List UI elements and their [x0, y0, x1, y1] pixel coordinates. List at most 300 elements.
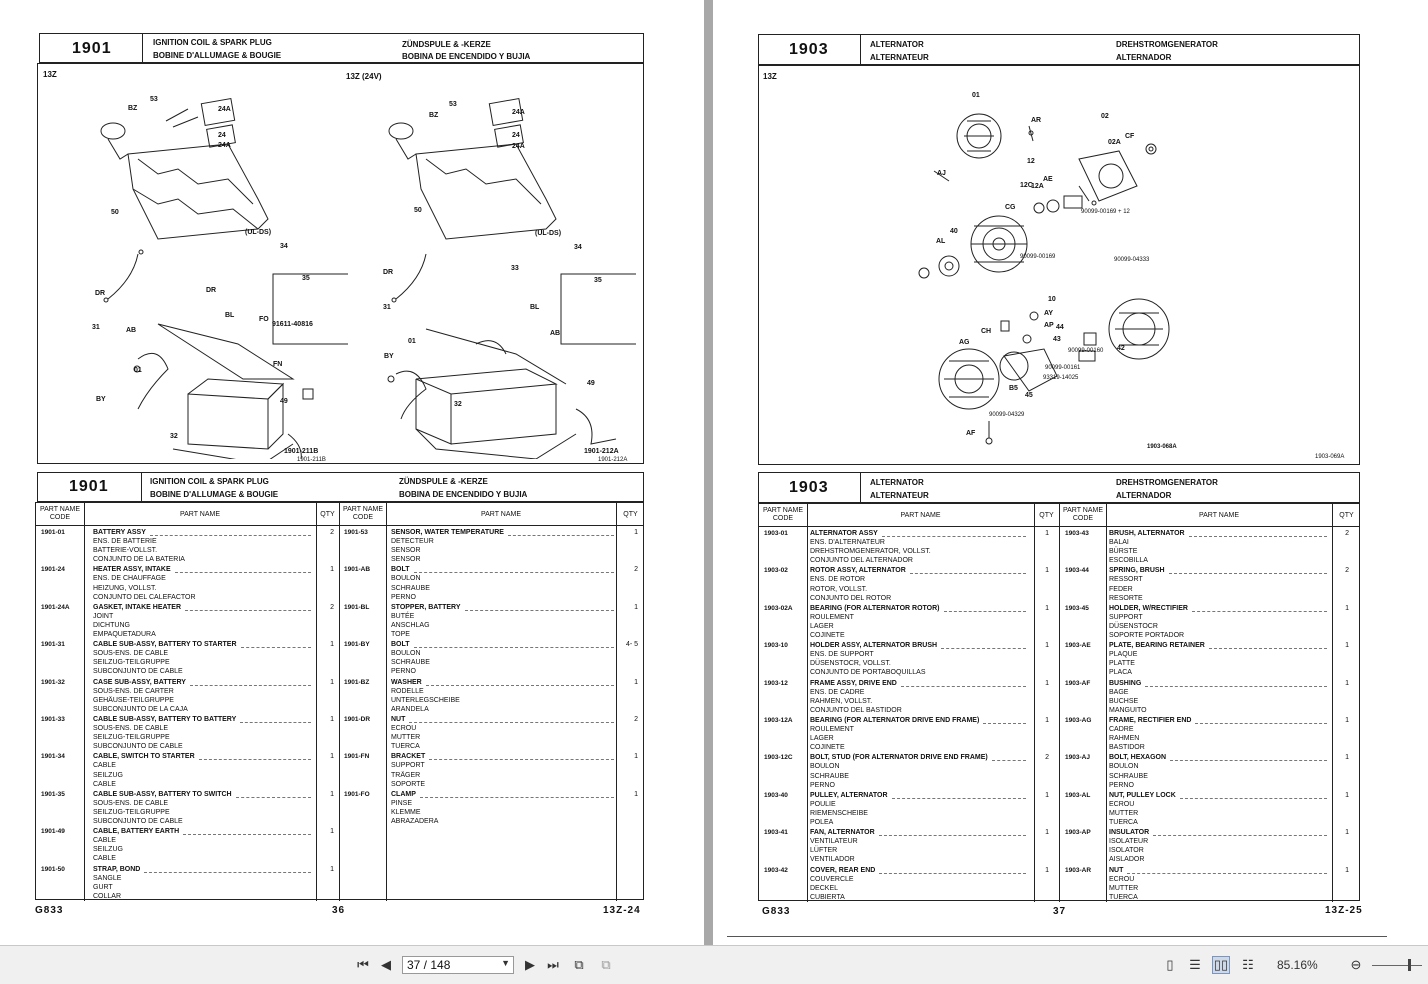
part-translation: BOULON	[391, 575, 421, 583]
callout: 90099-00169	[1020, 254, 1056, 260]
part-translation: RODELLE	[391, 687, 424, 695]
section-number: 1901	[72, 40, 112, 57]
part-translation: BAGE	[1109, 688, 1129, 696]
part-translation: ISOLATEUR	[1109, 838, 1149, 846]
callout: DR	[383, 269, 394, 276]
figure-frame	[37, 63, 644, 464]
callout: AB	[126, 327, 137, 334]
leader-line	[944, 611, 1027, 612]
part-code: 1903-42	[764, 866, 788, 874]
leader-line	[983, 723, 1026, 724]
leader-line	[236, 797, 311, 798]
callout: DR	[206, 287, 217, 294]
part-code: 1903-43	[1065, 530, 1089, 537]
figure-frame	[758, 65, 1360, 465]
callout: 01	[972, 92, 980, 99]
part-translation: DÜSENSTOCR, VOLLST.	[810, 660, 891, 668]
part-translation: SUBCONJUNTO DE CABLE	[93, 743, 183, 751]
part-code: 1903-AR	[1065, 866, 1092, 874]
part-translation: LAGER	[810, 735, 834, 743]
callout: CF	[1125, 133, 1135, 140]
part-entry	[344, 753, 644, 790]
part-entry	[41, 866, 336, 903]
part-qty: 1	[634, 790, 638, 798]
exploded-diagram-alternator	[879, 81, 1339, 461]
part-translation: FEDER	[1109, 585, 1133, 593]
part-translation: TUERCA	[1109, 819, 1138, 827]
single-page-view-icon[interactable]: ▯	[1166, 957, 1174, 972]
part-translation: PERNO	[391, 668, 416, 676]
part-qty: 1	[1345, 754, 1349, 762]
part-name: CABLE SUB-ASSY, BATTERY TO BATTERY	[93, 715, 237, 723]
part-entry	[764, 792, 1054, 829]
part-code: 1901-50	[41, 865, 65, 873]
part-name: FRAME, RECTIFIER END	[1109, 716, 1192, 724]
part-name: COVER, REAR END	[810, 866, 876, 874]
callout: CH	[981, 328, 992, 335]
part-entry	[344, 791, 644, 828]
callout: 49	[280, 398, 288, 405]
part-code: 1901-FN	[344, 753, 370, 761]
part-translation: AISLADOR	[1109, 856, 1145, 864]
part-code: 1903-AL	[1065, 791, 1091, 799]
leader-line	[882, 536, 1026, 537]
part-translation: ENS. DE SUPPORT	[810, 651, 874, 659]
leader-line	[175, 572, 311, 573]
title-es: ALTERNADOR	[1116, 491, 1172, 500]
part-code: 1903-40	[764, 791, 788, 799]
part-translation: SEILZUG-TEILGRUPPE	[93, 659, 170, 667]
part-name: ALTERNATOR ASSY	[810, 530, 878, 537]
figure-label-13z-24v: 13Z (24V)	[346, 72, 382, 81]
part-qty: 1	[1045, 604, 1049, 612]
title-es: ALTERNADOR	[1116, 53, 1172, 62]
col-header-name: PART NAME	[1198, 512, 1240, 519]
part-translation: RAHMEN	[1109, 735, 1140, 743]
part-translation: CADRE	[1109, 726, 1134, 734]
two-page-view-icon[interactable]: ▯▯	[1213, 957, 1229, 972]
callout: 12C	[1020, 182, 1033, 189]
part-qty: 1	[1045, 716, 1049, 724]
part-qty: 1	[1345, 679, 1349, 687]
part-translation: COUVERCLE	[810, 875, 854, 883]
callout: 24A	[512, 109, 525, 116]
callout: 31	[383, 304, 391, 311]
part-entry	[1065, 867, 1360, 904]
part-qty: 1	[1045, 530, 1049, 537]
part-translation: ECROU	[1109, 800, 1135, 808]
two-page-continuous-view-icon[interactable]: ☷	[1242, 957, 1254, 972]
parts-list-header	[37, 472, 644, 502]
leader-line	[1169, 573, 1327, 574]
part-qty: 1	[1045, 866, 1049, 874]
part-code: 1901-BL	[344, 603, 370, 611]
part-translation: ROULEMENT	[810, 726, 854, 734]
part-translation: CABLE	[93, 762, 116, 770]
callout: FO	[259, 316, 269, 323]
part-qty: 1	[330, 566, 334, 574]
part-entry	[764, 867, 1054, 904]
page-indicator: 37 / 148	[407, 958, 451, 972]
part-entry	[344, 566, 644, 603]
part-qty: 1	[330, 678, 334, 686]
title-de: DREHSTROMGENERATOR	[1116, 40, 1218, 49]
part-translation: ENS. DE ROTOR	[810, 576, 866, 584]
title-fr: BOBINE D'ALLUMAGE & BOUGIE	[153, 51, 282, 60]
part-name: PULLEY, ALTERNATOR	[810, 791, 888, 799]
title-en: IGNITION COIL & SPARK PLUG	[150, 477, 269, 486]
part-translation: ENS. DE CHAUFFAGE	[93, 575, 166, 583]
next-page-button[interactable]: ▶	[525, 957, 535, 972]
part-name: CABLE, BATTERY EARTH	[93, 828, 180, 836]
part-code: 1901-34	[41, 753, 65, 761]
catalog-page-right	[713, 0, 1428, 945]
callout: AR	[1031, 117, 1042, 124]
leader-line	[414, 647, 614, 648]
callout: 50	[414, 207, 422, 214]
col-header-code: PART NAME CODE	[342, 506, 384, 521]
part-code: 1901-49	[41, 828, 65, 836]
part-entry	[764, 754, 1054, 791]
part-entry	[1065, 717, 1360, 754]
part-qty: 1	[330, 641, 334, 649]
part-translation: COJINETE	[810, 744, 845, 752]
part-entry	[41, 604, 336, 641]
callout: 12	[1027, 158, 1035, 165]
callout: 01	[134, 367, 142, 374]
part-qty: 1	[1345, 791, 1349, 799]
part-translation: SEILZUG	[93, 771, 123, 779]
part-name: NUT	[391, 715, 406, 723]
part-translation: COLLAR	[93, 892, 122, 900]
part-translation: DREHSTROMGENERATOR, VOLLST.	[810, 548, 931, 556]
go-back-view-icon[interactable]: ⧉	[574, 957, 584, 972]
part-entry	[764, 567, 1054, 604]
go-forward-view-icon[interactable]: ⧉	[601, 957, 611, 972]
part-entry	[344, 529, 644, 566]
leader-line	[150, 535, 311, 536]
part-entry	[1065, 530, 1360, 567]
zoom-slider[interactable]	[1372, 965, 1422, 966]
part-translation: SCHRAUBE	[391, 659, 430, 667]
footer-page-number: 37	[1053, 906, 1067, 917]
part-translation: DETECTEUR	[391, 538, 434, 546]
part-name: INSULATOR	[1109, 829, 1150, 837]
part-translation: SCHRAUBE	[810, 772, 849, 780]
part-name: HOLDER ASSY, ALTERNATOR BRUSH	[810, 642, 938, 650]
leader-line	[1192, 611, 1327, 612]
callout: AG	[959, 339, 970, 346]
zoom-level[interactable]: 85.16%	[1277, 958, 1318, 972]
figure-reference: 1903-068A	[1147, 444, 1177, 450]
part-translation: BATTERIE-VOLLST.	[93, 547, 158, 555]
part-name: BUSHING	[1109, 679, 1142, 687]
part-translation: BASTIDOR	[1109, 744, 1145, 752]
callout: 90099-04329	[989, 412, 1025, 418]
callout: AP	[1044, 322, 1054, 329]
leader-line	[241, 647, 311, 648]
part-name: HOLDER, W/RECTIFIER	[1109, 604, 1188, 612]
callout: 44	[1056, 324, 1064, 331]
leader-line	[420, 797, 614, 798]
footer-code: G833	[762, 906, 791, 917]
part-name: BOLT	[391, 641, 410, 649]
part-translation: RAHMEN, VOLLST.	[810, 697, 873, 705]
part-qty: 1	[1345, 866, 1349, 874]
part-translation: BOULON	[810, 763, 840, 771]
callout: 90099-04333	[1114, 257, 1150, 263]
title-fr: ALTERNATEUR	[870, 491, 929, 500]
part-code: 1901-DR	[344, 715, 371, 723]
part-translation: CABLE	[93, 837, 116, 845]
part-translation: PINSE	[391, 799, 413, 807]
title-en: ALTERNATOR	[870, 478, 924, 487]
part-translation: SOPORTE PORTADOR	[1109, 632, 1185, 640]
leader-line	[879, 873, 1026, 874]
callout: 12A	[1031, 183, 1044, 190]
part-translation: CONJUNTO DEL BASTIDOR	[810, 706, 902, 714]
part-translation: COJINETE	[810, 632, 845, 640]
part-translation: SEILZUG-TEILGRUPPE	[93, 808, 170, 816]
part-translation: PLAQUE	[1109, 651, 1138, 659]
leader-line	[1209, 648, 1327, 649]
leader-line	[199, 759, 311, 760]
part-translation: HEIZUNG, VOLLST.	[93, 584, 157, 592]
part-translation: TRÄGER	[391, 771, 421, 779]
part-translation: PERNO	[1109, 781, 1134, 789]
callout: 10	[1048, 296, 1056, 303]
last-page-button[interactable]: ⏭	[547, 957, 559, 972]
callout: 93319-14025	[1043, 375, 1079, 381]
callout: AE	[1043, 176, 1053, 183]
part-code: 1901-53	[344, 529, 368, 536]
part-code: 1903-AE	[1065, 642, 1091, 650]
callout: 45	[1025, 392, 1033, 399]
part-name: BRUSH, ALTERNATOR	[1109, 530, 1185, 537]
previous-page-button[interactable]: ◀	[381, 957, 391, 972]
part-qty: 1	[1045, 791, 1049, 799]
col-header-name: PART NAME	[179, 511, 221, 518]
callout: BY	[384, 353, 394, 360]
part-name: SENSOR, WATER TEMPERATURE	[391, 529, 504, 536]
part-code: 1903-12A	[764, 716, 793, 724]
col-header-qty: QTY	[623, 511, 638, 518]
title-de: DREHSTROMGENERATOR	[1116, 478, 1218, 487]
part-translation: PERNO	[391, 593, 416, 601]
part-qty: 1	[330, 865, 334, 873]
leader-line	[1170, 760, 1327, 761]
part-code: 1901-24	[41, 566, 65, 574]
catalog-page-left	[0, 0, 704, 945]
leader-line	[183, 834, 311, 835]
callout: 01	[408, 338, 416, 345]
col-header-code: PART NAME CODE	[39, 506, 81, 521]
col-header-code: PART NAME CODE	[762, 507, 804, 522]
col-header-code: PART NAME CODE	[1062, 507, 1104, 522]
callout: BL	[225, 312, 235, 319]
parts-column	[764, 530, 1054, 904]
part-translation: CABLE	[93, 780, 116, 788]
part-translation: SCHRAUBE	[391, 584, 430, 592]
leader-line	[1153, 835, 1327, 836]
part-name: BOLT	[391, 566, 410, 574]
part-translation: GURT	[93, 883, 113, 891]
part-translation: ESCOBILLA	[1109, 557, 1148, 565]
part-translation: DÜSENSTOCR	[1109, 622, 1158, 630]
footer-section-page: 13Z-24	[603, 905, 641, 916]
part-translation: ENS. DE BATTERIE	[93, 538, 157, 546]
callout: 43	[1053, 336, 1061, 343]
part-name: SPRING, BRUSH	[1109, 567, 1165, 575]
part-entry	[1065, 642, 1360, 679]
callout: BL	[530, 304, 540, 311]
part-name: STOPPER, BATTERY	[391, 603, 461, 611]
part-translation: SOPORTE	[391, 780, 426, 788]
callout: (UL-DS)	[245, 229, 272, 236]
part-translation: DICHTUNG	[93, 621, 130, 629]
parts-column	[41, 529, 336, 903]
part-entry	[764, 680, 1054, 717]
part-translation: RESORTE	[1109, 594, 1143, 602]
part-entry	[764, 605, 1054, 642]
part-code: 1903-AJ	[1065, 754, 1090, 762]
callout: 02A	[1108, 139, 1121, 146]
callout: BZ	[128, 105, 138, 112]
part-translation: CONJUNTO DEL CALEFACTOR	[93, 593, 196, 601]
part-translation: TUERCA	[391, 743, 420, 751]
part-translation: SUBCONJUNTO DE CABLE	[93, 668, 183, 676]
leader-line	[901, 686, 1026, 687]
figure-label-13z: 13Z	[763, 72, 777, 81]
callout: 49	[587, 380, 595, 387]
part-translation: PERNO	[810, 781, 835, 789]
part-translation: CONJUNTO DEL ALTERNADOR	[810, 557, 913, 565]
part-code: 1903-02	[764, 567, 788, 575]
part-translation: VENTILATEUR	[810, 838, 858, 846]
part-name: HEATER ASSY, INTAKE	[93, 566, 171, 574]
callout: AB	[550, 330, 561, 337]
leader-line	[941, 648, 1026, 649]
figure-label-13z: 13Z	[43, 70, 57, 79]
part-code: 1901-01	[41, 529, 65, 536]
part-translation: MUTTER	[1109, 884, 1139, 892]
part-translation: ABRAZADERA	[391, 818, 439, 826]
part-entry	[41, 641, 336, 678]
part-translation: CONJUNTO DEL ROTOR	[810, 594, 892, 602]
callout: 24	[218, 132, 226, 139]
part-entry	[41, 679, 336, 716]
part-translation: TOPE	[391, 631, 410, 639]
part-entry	[41, 791, 336, 828]
figure-reference-small: 1903-069A	[1315, 454, 1345, 460]
page-number-input[interactable]	[402, 956, 514, 974]
part-code: 1901-BZ	[344, 678, 370, 686]
part-qty: 2	[634, 566, 638, 574]
part-translation: TUERCA	[1109, 893, 1138, 901]
part-translation: BOULON	[1109, 763, 1139, 771]
part-code: 1903-AP	[1065, 829, 1091, 837]
leader-line	[465, 610, 615, 611]
callout: AL	[936, 238, 946, 245]
zoom-slider-thumb[interactable]	[1408, 959, 1411, 971]
part-translation: ENS. D'ALTERNATEUR	[810, 539, 885, 547]
part-entry	[764, 717, 1054, 754]
leader-line	[240, 722, 311, 723]
part-entry	[41, 753, 336, 790]
part-translation: MUTTER	[391, 734, 421, 742]
leader-line	[892, 798, 1026, 799]
callout: 53	[150, 96, 158, 103]
part-qty: 2	[1345, 530, 1349, 537]
part-name: NUT, PULLEY LOCK	[1109, 791, 1176, 799]
part-qty: 4- 5	[625, 641, 638, 649]
part-code: 1901-AB	[344, 566, 371, 574]
part-code: 1903-02A	[764, 604, 793, 612]
part-qty: 1	[634, 603, 638, 611]
leader-line	[414, 572, 614, 573]
part-entry	[764, 530, 1054, 567]
callout: 53	[449, 101, 457, 108]
part-translation: CONJUNTO DE PORTABOQUILLAS	[810, 669, 926, 677]
callout: 90099-00161	[1045, 365, 1081, 371]
part-qty: 1	[1345, 604, 1349, 612]
callout: CG	[1005, 204, 1016, 211]
part-entry	[1065, 829, 1360, 866]
title-es: BOBINA DE ENCENDIDO Y BUJIA	[402, 52, 531, 61]
col-header-qty: QTY	[320, 511, 335, 518]
part-qty: 1	[634, 529, 638, 536]
part-qty: 1	[1045, 642, 1049, 650]
callout: BZ	[429, 112, 439, 119]
leader-line	[1189, 536, 1327, 537]
part-translation: SEILZUG-TEILGRUPPE	[93, 734, 170, 742]
part-qty: 1	[330, 715, 334, 723]
part-entry	[41, 716, 336, 753]
part-translation: DECKEL	[810, 884, 839, 892]
part-code: 1901-35	[41, 790, 65, 798]
part-translation: SOUS-ENS. DE CABLE	[93, 725, 169, 733]
first-page-button[interactable]: ⏮	[357, 957, 369, 972]
part-code: 1903-12	[764, 679, 788, 687]
part-translation: KLEMME	[391, 808, 421, 816]
title-es: BOBINA DE ENCENDIDO Y BUJIA	[399, 490, 528, 499]
part-entry	[41, 828, 336, 865]
part-translation: SUBCONJUNTO DE LA CAJA	[93, 705, 188, 713]
leader-line	[910, 573, 1026, 574]
title-de: ZÜNDSPULE & -KERZE	[402, 40, 491, 49]
part-translation: UNTERLEGSCHEIBE	[391, 696, 460, 704]
part-entry	[344, 716, 644, 753]
part-name: BEARING (FOR ALTERNATOR DRIVE END FRAME)	[810, 716, 980, 724]
part-qty: 1	[634, 678, 638, 686]
figure-reference: 1901-212A	[584, 448, 619, 455]
callout: 32	[454, 401, 462, 408]
zoom-out-icon[interactable]: ⊖	[1350, 957, 1362, 972]
part-entry	[1065, 754, 1360, 791]
callout: 34	[574, 244, 582, 251]
callout: FN	[273, 361, 283, 368]
callout: 35	[594, 277, 602, 284]
callout: 02	[1101, 113, 1109, 120]
continuous-view-icon[interactable]: ☰	[1189, 957, 1201, 972]
part-name: FAN, ALTERNATOR	[810, 829, 875, 837]
leader-line	[1145, 686, 1327, 687]
part-translation: MANGUITO	[1109, 706, 1147, 714]
part-qty: 1	[1045, 567, 1049, 575]
part-translation: GEHÄUSE-TEILGRUPPE	[93, 696, 174, 704]
parts-column	[344, 529, 644, 828]
chevron-down-icon[interactable]: ▼	[501, 958, 510, 968]
